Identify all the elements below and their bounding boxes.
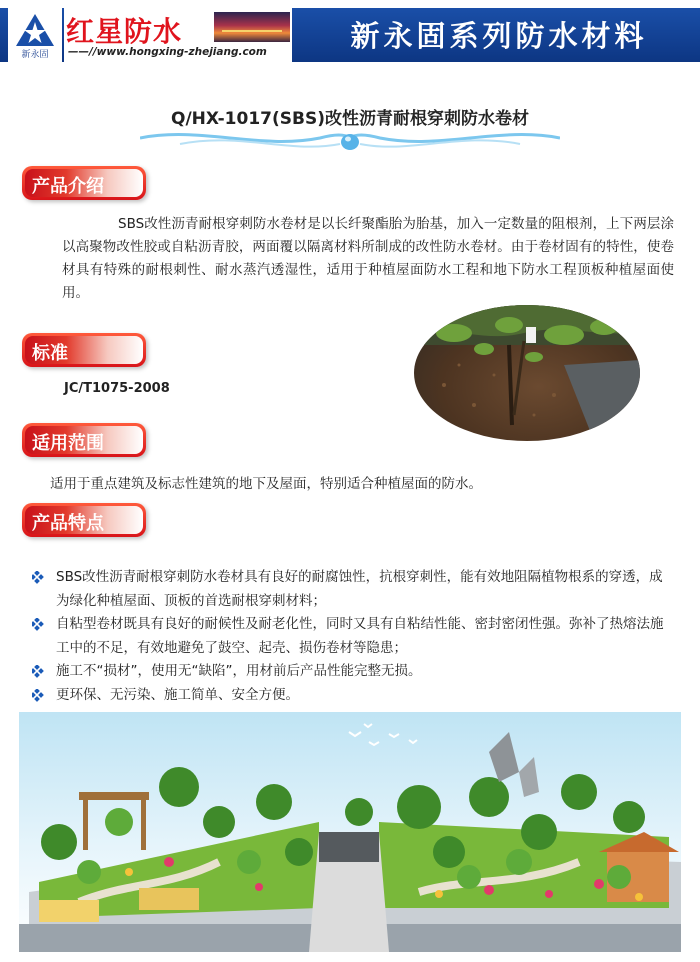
brand-name: 红星防水 xyxy=(66,15,183,48)
diamond-bullet-icon xyxy=(32,665,46,679)
section-badge-features xyxy=(22,503,146,537)
diamond-bullet-icon xyxy=(32,689,46,703)
section-badge-scope xyxy=(22,423,146,457)
company-logo xyxy=(8,8,62,62)
section-label-features: 产品特点 xyxy=(32,513,104,534)
brand-url[interactable]: ——//www.hongxing-zhejiang.com xyxy=(68,46,267,58)
feature-text: 更环保、无污染、施工简单、安全方便。 xyxy=(56,686,299,703)
section-label-intro: 产品介绍 xyxy=(32,176,104,197)
diamond-bullet-icon xyxy=(32,618,46,632)
sunset-bridge-image xyxy=(214,12,290,42)
feature-text: 施工不“损材”，使用无“缺陷”，用材前后产品性能完整无损。 xyxy=(56,663,422,679)
scope-text: 适用于重点建筑及标志性建筑的地下及屋面，特别适合种植屋面的防水。 xyxy=(50,476,482,492)
feature-text: SBS改性沥青耐根穿刺防水卷材具有良好的耐腐蚀性，抗根穿刺性，能有效地阻隔植物根系的穿透，成为绿化种植屋面、顶板的首选耐根穿刺材料； xyxy=(56,569,663,609)
feature-text: 自粘型卷材既具有良好的耐候性及耐老化性，同时又具有自粘结性能、密封密闭性强。弥补了热熔法施工中的不足，有效地避免了鼓空、起壳、损伤卷材等隐患； xyxy=(56,616,664,656)
diamond-bullet-icon xyxy=(32,571,46,585)
standard-code: JC/T1075-2008 xyxy=(64,381,170,396)
root-penetration-photo xyxy=(414,305,640,441)
wave-divider-icon xyxy=(140,124,560,158)
brand-area xyxy=(64,8,292,62)
section-label-scope: 适用范围 xyxy=(32,433,104,454)
section-badge-intro xyxy=(22,166,146,200)
features-list xyxy=(32,566,672,707)
feature-item xyxy=(32,613,672,660)
intro-paragraph: SBS改性沥青耐根穿刺防水卷材是以长纤聚酯胎为胎基，加入一定数量的阻根剂，上下两层涂以高聚物改性胶或自粘沥青胶，两面覆以隔离材料所制成的改性防水卷材。由于卷材固有的特性，使卷材具有特殊的耐根刺性、耐水蒸汽透湿性，适用于种植屋面防水工程和地下防水工程顶板种植屋面使用。 xyxy=(62,216,674,301)
document-title: Q/HX-1017(SBS)改性沥青耐根穿刺防水卷材 xyxy=(171,109,529,129)
feature-item xyxy=(32,684,672,708)
series-title: 新永固系列防水材料 xyxy=(350,19,648,53)
feature-item xyxy=(32,566,672,613)
section-label-standard: 标准 xyxy=(32,343,68,364)
feature-item xyxy=(32,660,672,684)
page-header xyxy=(0,0,700,68)
logo-caption: 新永固 xyxy=(21,50,49,60)
section-badge-standard xyxy=(22,333,146,367)
star-logo-icon xyxy=(14,12,56,48)
roof-garden-illustration xyxy=(19,712,681,952)
